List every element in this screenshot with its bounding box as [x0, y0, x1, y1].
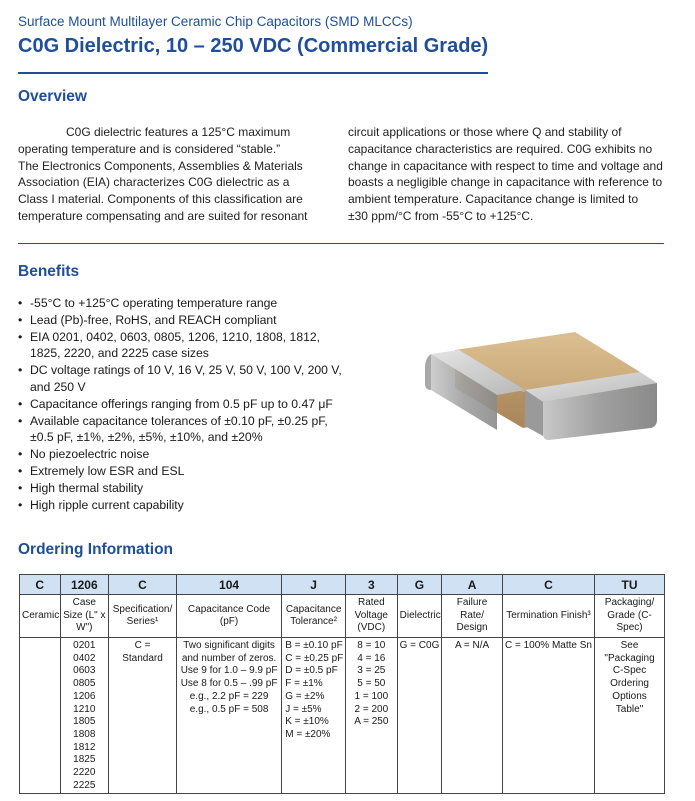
- overview-line: boasts a negligible change in capacitance with reference to: [348, 175, 663, 190]
- benefit-item: • Extremely low ESR and ESL: [18, 463, 348, 480]
- code-cell: J: [282, 575, 346, 595]
- table-row: [20, 638, 665, 794]
- cell-line: 0201: [73, 640, 96, 651]
- cell-line: 2220: [73, 767, 96, 779]
- table-row: [20, 575, 665, 595]
- cell-line: 1206: [73, 690, 96, 702]
- packaging-cell: [595, 638, 665, 794]
- code-cell: A: [442, 575, 503, 595]
- cell-line: B = ±0.10 pF: [285, 640, 343, 651]
- cell-line: M = ±20%: [285, 728, 331, 740]
- overview-line: change in capacitance with respect to time and voltage and: [348, 158, 663, 173]
- case-size-cell: [60, 638, 109, 794]
- benefit-item: • Lead (Pb)-free, RoHS, and REACH compliant: [18, 312, 348, 329]
- cell-line: 1210: [73, 703, 96, 715]
- benefit-item: • DC voltage ratings of 10 V, 16 V, 25 V, 50 V, 100 V, 200 V, and 250 V: [18, 362, 348, 396]
- cell-line: "Packaging: [604, 652, 655, 664]
- header-cell: Specification/ Series¹: [109, 595, 177, 638]
- tolerance-cell: [282, 638, 346, 794]
- cell-line: A = N/A: [454, 640, 490, 651]
- cell-line: 1805: [73, 716, 96, 728]
- header-cell: Dielectric: [397, 595, 442, 638]
- benefits-heading: Benefits: [18, 263, 80, 280]
- voltage-cell: [346, 638, 398, 794]
- cell-line: C = 100% Matte Sn: [504, 640, 592, 651]
- overview-line: ambient temperature. Capacitance change is limited to: [348, 192, 639, 207]
- cell-line: Use 9 for 1.0 – 9.9 pF: [180, 665, 278, 677]
- cell-line: 1808: [73, 728, 96, 740]
- benefit-item: • High thermal stability: [18, 480, 348, 497]
- spec-cell: [109, 638, 177, 794]
- cell-line: 5 = 50: [357, 678, 386, 690]
- cell-line: A = 250: [354, 716, 389, 728]
- code-cell: C: [20, 575, 61, 595]
- overview-line: circuit applications or those where Q and stability of: [348, 125, 622, 139]
- cell-line: Table": [615, 703, 644, 715]
- header-cell: Case Size (L" x W"): [60, 595, 109, 638]
- code-cell: G: [397, 575, 442, 595]
- benefit-item: • Available capacitance tolerances of ±0.10 pF, ±0.25 pF, ±0.5 pF, ±1%, ±2%, ±5%, ±10%, and ±20%: [18, 413, 348, 447]
- cap-code-cell: [176, 638, 281, 794]
- ordering-table: [19, 574, 665, 794]
- termination-cell: [502, 638, 594, 794]
- capacitor-chip-image: [425, 328, 663, 440]
- code-cell: 104: [176, 575, 281, 595]
- cell-line: G = ±2%: [285, 690, 325, 702]
- cell-line: e.g., 0.5 pF = 508: [189, 703, 269, 715]
- overview-column-1: [18, 124, 328, 225]
- dielectric-cell: [397, 638, 442, 794]
- cell-line: 0603: [73, 665, 96, 677]
- cell-line: D = ±0.5 pF: [285, 665, 338, 677]
- code-cell: C: [502, 575, 594, 595]
- benefit-item: • -55°C to +125°C operating temperature range: [18, 295, 348, 312]
- cell-line: Two significant digits: [183, 640, 275, 651]
- cell-line: Ordering: [610, 678, 649, 690]
- benefit-item: • EIA 0201, 0402, 0603, 0805, 1206, 1210, 1808, 1812, 1825, 2220, and 2225 case sizes: [18, 329, 348, 363]
- code-cell: TU: [595, 575, 665, 595]
- benefits-list: [18, 295, 348, 513]
- code-cell: C: [109, 575, 177, 595]
- cell-line: C-Spec: [612, 665, 647, 677]
- header-cell: Packaging/ Grade (C-Spec): [595, 595, 665, 638]
- code-cell: 1206: [60, 575, 109, 595]
- cell-line: Standard: [122, 652, 163, 664]
- header-cell: Ceramic: [20, 595, 61, 638]
- document-subtitle: Surface Mount Multilayer Ceramic Chip Capacitors (SMD MLCCs): [18, 14, 413, 29]
- cell-line: 2225: [73, 779, 96, 791]
- code-cell: 3: [346, 575, 398, 595]
- overview-line: temperature compensating and are suited for resonant: [18, 208, 308, 223]
- ordering-heading: Ordering Information: [18, 541, 173, 558]
- overview-heading: Overview: [18, 88, 87, 105]
- cell-line: e.g., 2.2 pF = 229: [189, 690, 269, 702]
- failure-rate-cell: [442, 638, 503, 794]
- document-title: C0G Dielectric, 10 – 250 VDC (Commercial Grade): [18, 35, 489, 57]
- header-cell: Failure Rate/ Design: [442, 595, 503, 638]
- overview-line: Class I material. Components of this classification are: [18, 192, 303, 207]
- cell-line: F = ±1%: [285, 678, 323, 690]
- benefit-item: • High ripple current capability: [18, 497, 348, 514]
- header-cell: Rated Voltage (VDC): [346, 595, 398, 638]
- cell-line: and number of zeros.: [181, 652, 277, 664]
- header-cell: Capacitance Code (pF): [176, 595, 281, 638]
- benefit-item: • No piezoelectric noise: [18, 446, 348, 463]
- cell-line: 8 = 10: [357, 640, 386, 651]
- cell-line: 1825: [73, 754, 96, 766]
- cell-line: 3 = 25: [357, 665, 386, 677]
- cell-line: 0402: [73, 652, 96, 664]
- cell-line: 4 = 16: [357, 652, 386, 664]
- cell-line: G = C0G: [399, 640, 440, 651]
- table-row: [20, 595, 665, 638]
- overview-line: ±30 ppm/°C from -55°C to +125°C.: [348, 208, 534, 223]
- header-cell: Termination Finish³: [502, 595, 594, 638]
- cell-line: 0805: [73, 678, 96, 690]
- overview-line: Association (EIA) characterizes C0G dielectric as a: [18, 175, 290, 190]
- header-cell: Capacitance Tolerance²: [282, 595, 346, 638]
- overview-line: capacitance characteristics are required. C0G exhibits no: [348, 141, 653, 156]
- cell-line: Use 8 for 0.5 – .99 pF: [180, 678, 278, 690]
- ceramic-cell: [20, 638, 61, 794]
- overview-column-2: [348, 124, 668, 225]
- cell-line: Options: [612, 690, 647, 702]
- cell-line: See: [620, 640, 639, 651]
- title-divider: [18, 72, 488, 74]
- cell-line: C =: [134, 640, 151, 651]
- cell-line: J = ±5%: [285, 703, 322, 715]
- cell-line: 2 = 200: [354, 703, 389, 715]
- overview-line: The Electronics Components, Assemblies & Materials: [18, 158, 303, 173]
- section-divider: [18, 243, 664, 244]
- cell-line: 1 = 100: [354, 690, 389, 702]
- cell-line: 1812: [73, 741, 96, 753]
- overview-line: operating temperature and is considered “stable.”: [18, 141, 281, 156]
- benefit-item: • Capacitance offerings ranging from 0.5 pF up to 0.47 μF: [18, 396, 348, 413]
- overview-line: C0G dielectric features a 125°C maximum: [66, 125, 291, 139]
- cell-line: K = ±10%: [285, 716, 329, 728]
- cell-line: C = ±0.25 pF: [285, 652, 344, 664]
